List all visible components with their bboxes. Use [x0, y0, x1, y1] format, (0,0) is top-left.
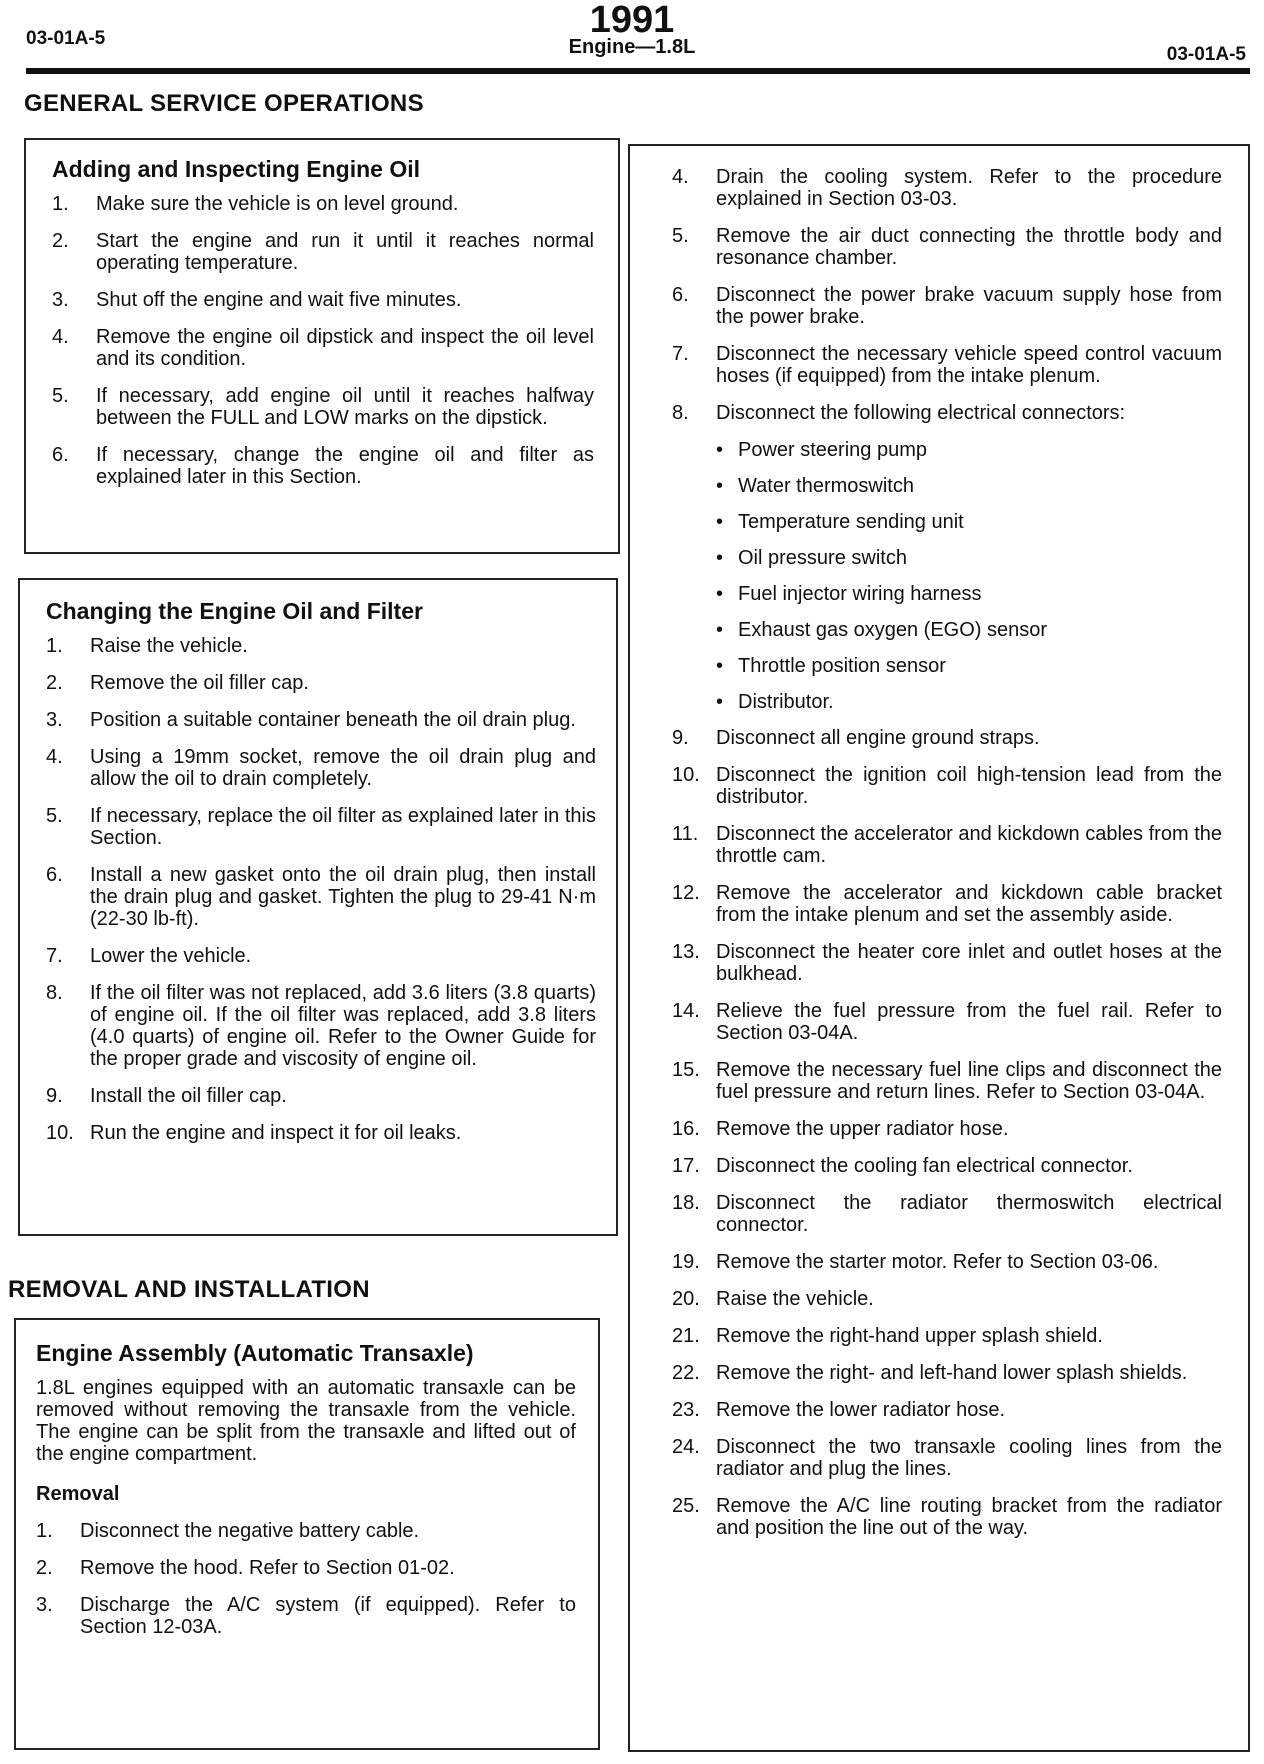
step-item — [672, 1059, 1222, 1103]
header-subtitle: Engine—1.8L — [568, 36, 696, 58]
step-item — [672, 1192, 1222, 1236]
connector-text: Oil pressure switch — [738, 547, 907, 569]
step-text: Disconnect the following electrical connectors: — [716, 402, 1126, 424]
connector-item — [716, 439, 1222, 461]
step-number: 8. — [672, 402, 689, 424]
connector-text: Throttle position sensor — [738, 655, 946, 677]
step-text: Lower the vehicle. — [90, 945, 252, 967]
step-number: 3. — [52, 289, 69, 311]
connector-text: Exhaust gas oxygen (EGO) sensor — [738, 619, 1048, 641]
step-number: 25. — [672, 1495, 700, 1517]
step-text: Remove the upper radiator hose. — [716, 1118, 1009, 1140]
engine-assembly-steps — [36, 1520, 576, 1638]
step-number: 22. — [672, 1362, 700, 1384]
step-number: 4. — [46, 746, 63, 768]
step-number: 6. — [672, 284, 689, 306]
bullet-icon: • — [716, 619, 724, 641]
step-number: 1. — [36, 1520, 53, 1542]
step-item — [46, 1122, 596, 1144]
step-item — [36, 1594, 576, 1638]
step-item — [46, 672, 596, 694]
step-item — [672, 727, 1222, 749]
step-text: Remove the necessary fuel line clips and disconnect the fuel pressure and return lines. Refer to Section 03-04A. — [716, 1059, 1222, 1103]
changing-oil-title: Changing the Engine Oil and Filter — [46, 598, 423, 624]
step-item — [52, 326, 594, 370]
step-text: Disconnect the two transaxle cooling lines from the radiator and plug the lines. — [716, 1436, 1222, 1480]
step-item — [52, 230, 594, 274]
step-item — [672, 941, 1222, 985]
step-item — [52, 385, 594, 429]
step-number: 3. — [36, 1594, 53, 1616]
changing-oil-box — [18, 578, 618, 1236]
step-number: 12. — [672, 882, 700, 904]
step-item — [46, 1085, 596, 1107]
removal-installation-heading: REMOVAL AND INSTALLATION — [8, 1276, 370, 1303]
step-item — [672, 1325, 1222, 1347]
step-number: 6. — [46, 864, 63, 886]
step-item — [672, 343, 1222, 387]
bullet-icon: • — [716, 475, 724, 497]
adding-oil-title: Adding and Inspecting Engine Oil — [52, 156, 420, 182]
connector-text: Power steering pump — [738, 439, 927, 461]
bullet-icon: • — [716, 547, 724, 569]
step-item — [46, 945, 596, 967]
page-header — [0, 0, 1264, 86]
connector-text: Temperature sending unit — [738, 511, 964, 533]
step-item — [672, 1251, 1222, 1273]
step-number: 9. — [672, 727, 689, 749]
step-number: 14. — [672, 1000, 700, 1022]
connector-item — [716, 619, 1222, 641]
step-text: Start the engine and run it until it reaches normal operating temperature. — [96, 230, 594, 274]
step-item — [672, 1436, 1222, 1480]
step-text: Remove the starter motor. Refer to Section 03-06. — [716, 1251, 1159, 1273]
header-year: 1991 — [589, 0, 675, 41]
removal-steps-box — [628, 144, 1250, 1752]
connector-item — [716, 547, 1222, 569]
removal-steps-part-a — [672, 166, 1222, 424]
step-number: 2. — [52, 230, 69, 252]
step-item — [46, 805, 596, 849]
step-text: Remove the oil filler cap. — [90, 672, 309, 694]
step-item — [672, 1288, 1222, 1310]
bullet-icon: • — [716, 691, 724, 713]
step-text: Raise the vehicle. — [716, 1288, 874, 1310]
step-item — [672, 1118, 1222, 1140]
step-text: Run the engine and inspect it for oil leaks. — [90, 1122, 462, 1144]
step-text: If necessary, add engine oil until it reaches halfway between the FULL and LOW marks on the dipstick. — [96, 385, 594, 429]
step-item — [672, 1362, 1222, 1384]
engine-assembly-title: Engine Assembly (Automatic Transaxle) — [36, 1340, 474, 1366]
step-item — [36, 1520, 576, 1542]
removal-steps-part-b — [672, 727, 1222, 1539]
engine-assembly-box — [14, 1318, 600, 1750]
step-number: 13. — [672, 941, 700, 963]
bullet-icon: • — [716, 511, 724, 533]
step-text: Remove the A/C line routing bracket from the radiator and position the line out of the way. — [716, 1495, 1222, 1539]
step-item — [46, 746, 596, 790]
step-number: 20. — [672, 1288, 700, 1310]
header-left-code: 03-01A-5 — [26, 28, 106, 49]
step-item — [46, 864, 596, 930]
step-text: Disconnect the power brake vacuum supply hose from the power brake. — [716, 284, 1222, 328]
step-text: Disconnect the negative battery cable. — [80, 1520, 420, 1542]
step-number: 19. — [672, 1251, 700, 1273]
step-item — [672, 764, 1222, 808]
step-text: Disconnect the cooling fan electrical connector. — [716, 1155, 1133, 1177]
electrical-connectors-list — [716, 439, 1222, 713]
step-number: 6. — [52, 444, 69, 466]
step-number: 4. — [52, 326, 69, 348]
step-text: Remove the right- and left-hand lower splash shields. — [716, 1362, 1188, 1384]
step-number: 23. — [672, 1399, 700, 1421]
changing-oil-steps — [46, 635, 596, 1144]
step-item — [672, 882, 1222, 926]
step-item — [46, 709, 596, 731]
bullet-icon: • — [716, 655, 724, 677]
step-item — [46, 982, 596, 1070]
step-text: Disconnect the accelerator and kickdown cables from the throttle cam. — [716, 823, 1222, 867]
connector-item — [716, 583, 1222, 605]
step-number: 11. — [672, 823, 699, 845]
step-text: Install the oil filler cap. — [90, 1085, 287, 1107]
step-text: Remove the lower radiator hose. — [716, 1399, 1006, 1421]
step-number: 10. — [46, 1122, 74, 1144]
header-rule — [26, 68, 1250, 74]
step-item — [36, 1557, 576, 1579]
step-item — [672, 225, 1222, 269]
step-text: Install a new gasket onto the oil drain plug, then install the drain plug and gasket. Tighten the plug to 29-41 N·m (22-30 lb-ft). — [90, 864, 596, 930]
step-text: Make sure the vehicle is on level ground. — [96, 193, 459, 215]
bullet-icon: • — [716, 439, 724, 461]
step-text: Remove the air duct connecting the throttle body and resonance chamber. — [716, 225, 1222, 269]
step-text: Raise the vehicle. — [90, 635, 248, 657]
step-number: 2. — [46, 672, 63, 694]
step-number: 24. — [672, 1436, 700, 1458]
engine-assembly-intro: 1.8L engines equipped with an automatic transaxle can be removed without removing the transaxle from the vehicle. The engine can be split from the transaxle and lifted out of the engine compartment. — [36, 1377, 576, 1465]
step-number: 7. — [46, 945, 63, 967]
step-text: If the oil filter was not replaced, add 3.6 liters (3.8 quarts) of engine oil. If the oil filter was replaced, add 3.8 liters (4.0 quarts) of engine oil. Refer to the Owner Guide for the proper grade and viscosity of engine oil. — [90, 982, 596, 1070]
step-number: 10. — [672, 764, 700, 786]
step-number: 18. — [672, 1192, 700, 1214]
step-item — [672, 166, 1222, 210]
step-number: 1. — [52, 193, 69, 215]
step-number: 8. — [46, 982, 63, 1004]
step-text: Disconnect the heater core inlet and outlet hoses at the bulkhead. — [716, 941, 1222, 985]
step-text: Shut off the engine and wait five minutes. — [96, 289, 462, 311]
step-item — [672, 284, 1222, 328]
connector-item — [716, 475, 1222, 497]
connector-item — [716, 691, 1222, 713]
step-item — [52, 193, 594, 215]
adding-oil-box — [24, 138, 620, 554]
step-item — [52, 289, 594, 311]
step-text: Disconnect the ignition coil high-tension lead from the distributor. — [716, 764, 1222, 808]
connector-text: Water thermoswitch — [738, 475, 914, 497]
step-text: Using a 19mm socket, remove the oil drain plug and allow the oil to drain completely. — [90, 746, 596, 790]
step-number: 5. — [52, 385, 69, 407]
step-text: Disconnect the necessary vehicle speed control vacuum hoses (if equipped) from the intake plenum. — [716, 343, 1222, 387]
step-number: 16. — [672, 1118, 700, 1140]
step-number: 3. — [46, 709, 63, 731]
step-item — [672, 1495, 1222, 1539]
step-item — [672, 1399, 1222, 1421]
header-right-code: 03-01A-5 — [1166, 44, 1246, 65]
step-text: If necessary, change the engine oil and filter as explained later in this Section. — [96, 444, 594, 488]
step-text: Relieve the fuel pressure from the fuel rail. Refer to Section 03-04A. — [716, 1000, 1222, 1044]
step-text: Drain the cooling system. Refer to the procedure explained in Section 03-03. — [716, 166, 1222, 210]
step-text: Remove the accelerator and kickdown cable bracket from the intake plenum and set the assembly aside. — [716, 882, 1222, 926]
step-item — [672, 1000, 1222, 1044]
step-item — [672, 402, 1222, 424]
step-text: Remove the engine oil dipstick and inspect the oil level and its condition. — [96, 326, 594, 370]
connector-item — [716, 511, 1222, 533]
step-number: 17. — [672, 1155, 700, 1177]
step-number: 5. — [672, 225, 689, 247]
step-text: Discharge the A/C system (if equipped). Refer to Section 12-03A. — [80, 1594, 576, 1638]
step-item — [672, 823, 1222, 867]
step-item — [672, 1155, 1222, 1177]
step-number: 5. — [46, 805, 63, 827]
removal-subheading: Removal — [36, 1483, 120, 1505]
step-text: Position a suitable container beneath the oil drain plug. — [90, 709, 576, 731]
step-number: 15. — [672, 1059, 700, 1081]
step-item — [46, 635, 596, 657]
step-item — [52, 444, 594, 488]
step-number: 21. — [672, 1325, 700, 1347]
step-number: 1. — [46, 635, 63, 657]
step-text: Remove the hood. Refer to Section 01-02. — [80, 1557, 455, 1579]
step-text: Disconnect the radiator thermoswitch electrical connector. — [716, 1192, 1222, 1236]
connector-text: Distributor. — [738, 691, 834, 713]
bullet-icon: • — [716, 583, 724, 605]
general-service-heading: GENERAL SERVICE OPERATIONS — [24, 90, 424, 117]
step-number: 9. — [46, 1085, 63, 1107]
step-text: Disconnect all engine ground straps. — [716, 727, 1040, 749]
adding-oil-steps — [52, 193, 594, 488]
step-number: 4. — [672, 166, 689, 188]
connector-item — [716, 655, 1222, 677]
step-text: Remove the right-hand upper splash shield. — [716, 1325, 1103, 1347]
step-text: If necessary, replace the oil filter as explained later in this Section. — [90, 805, 596, 849]
connector-text: Fuel injector wiring harness — [738, 583, 982, 605]
step-number: 7. — [672, 343, 689, 365]
step-number: 2. — [36, 1557, 53, 1579]
